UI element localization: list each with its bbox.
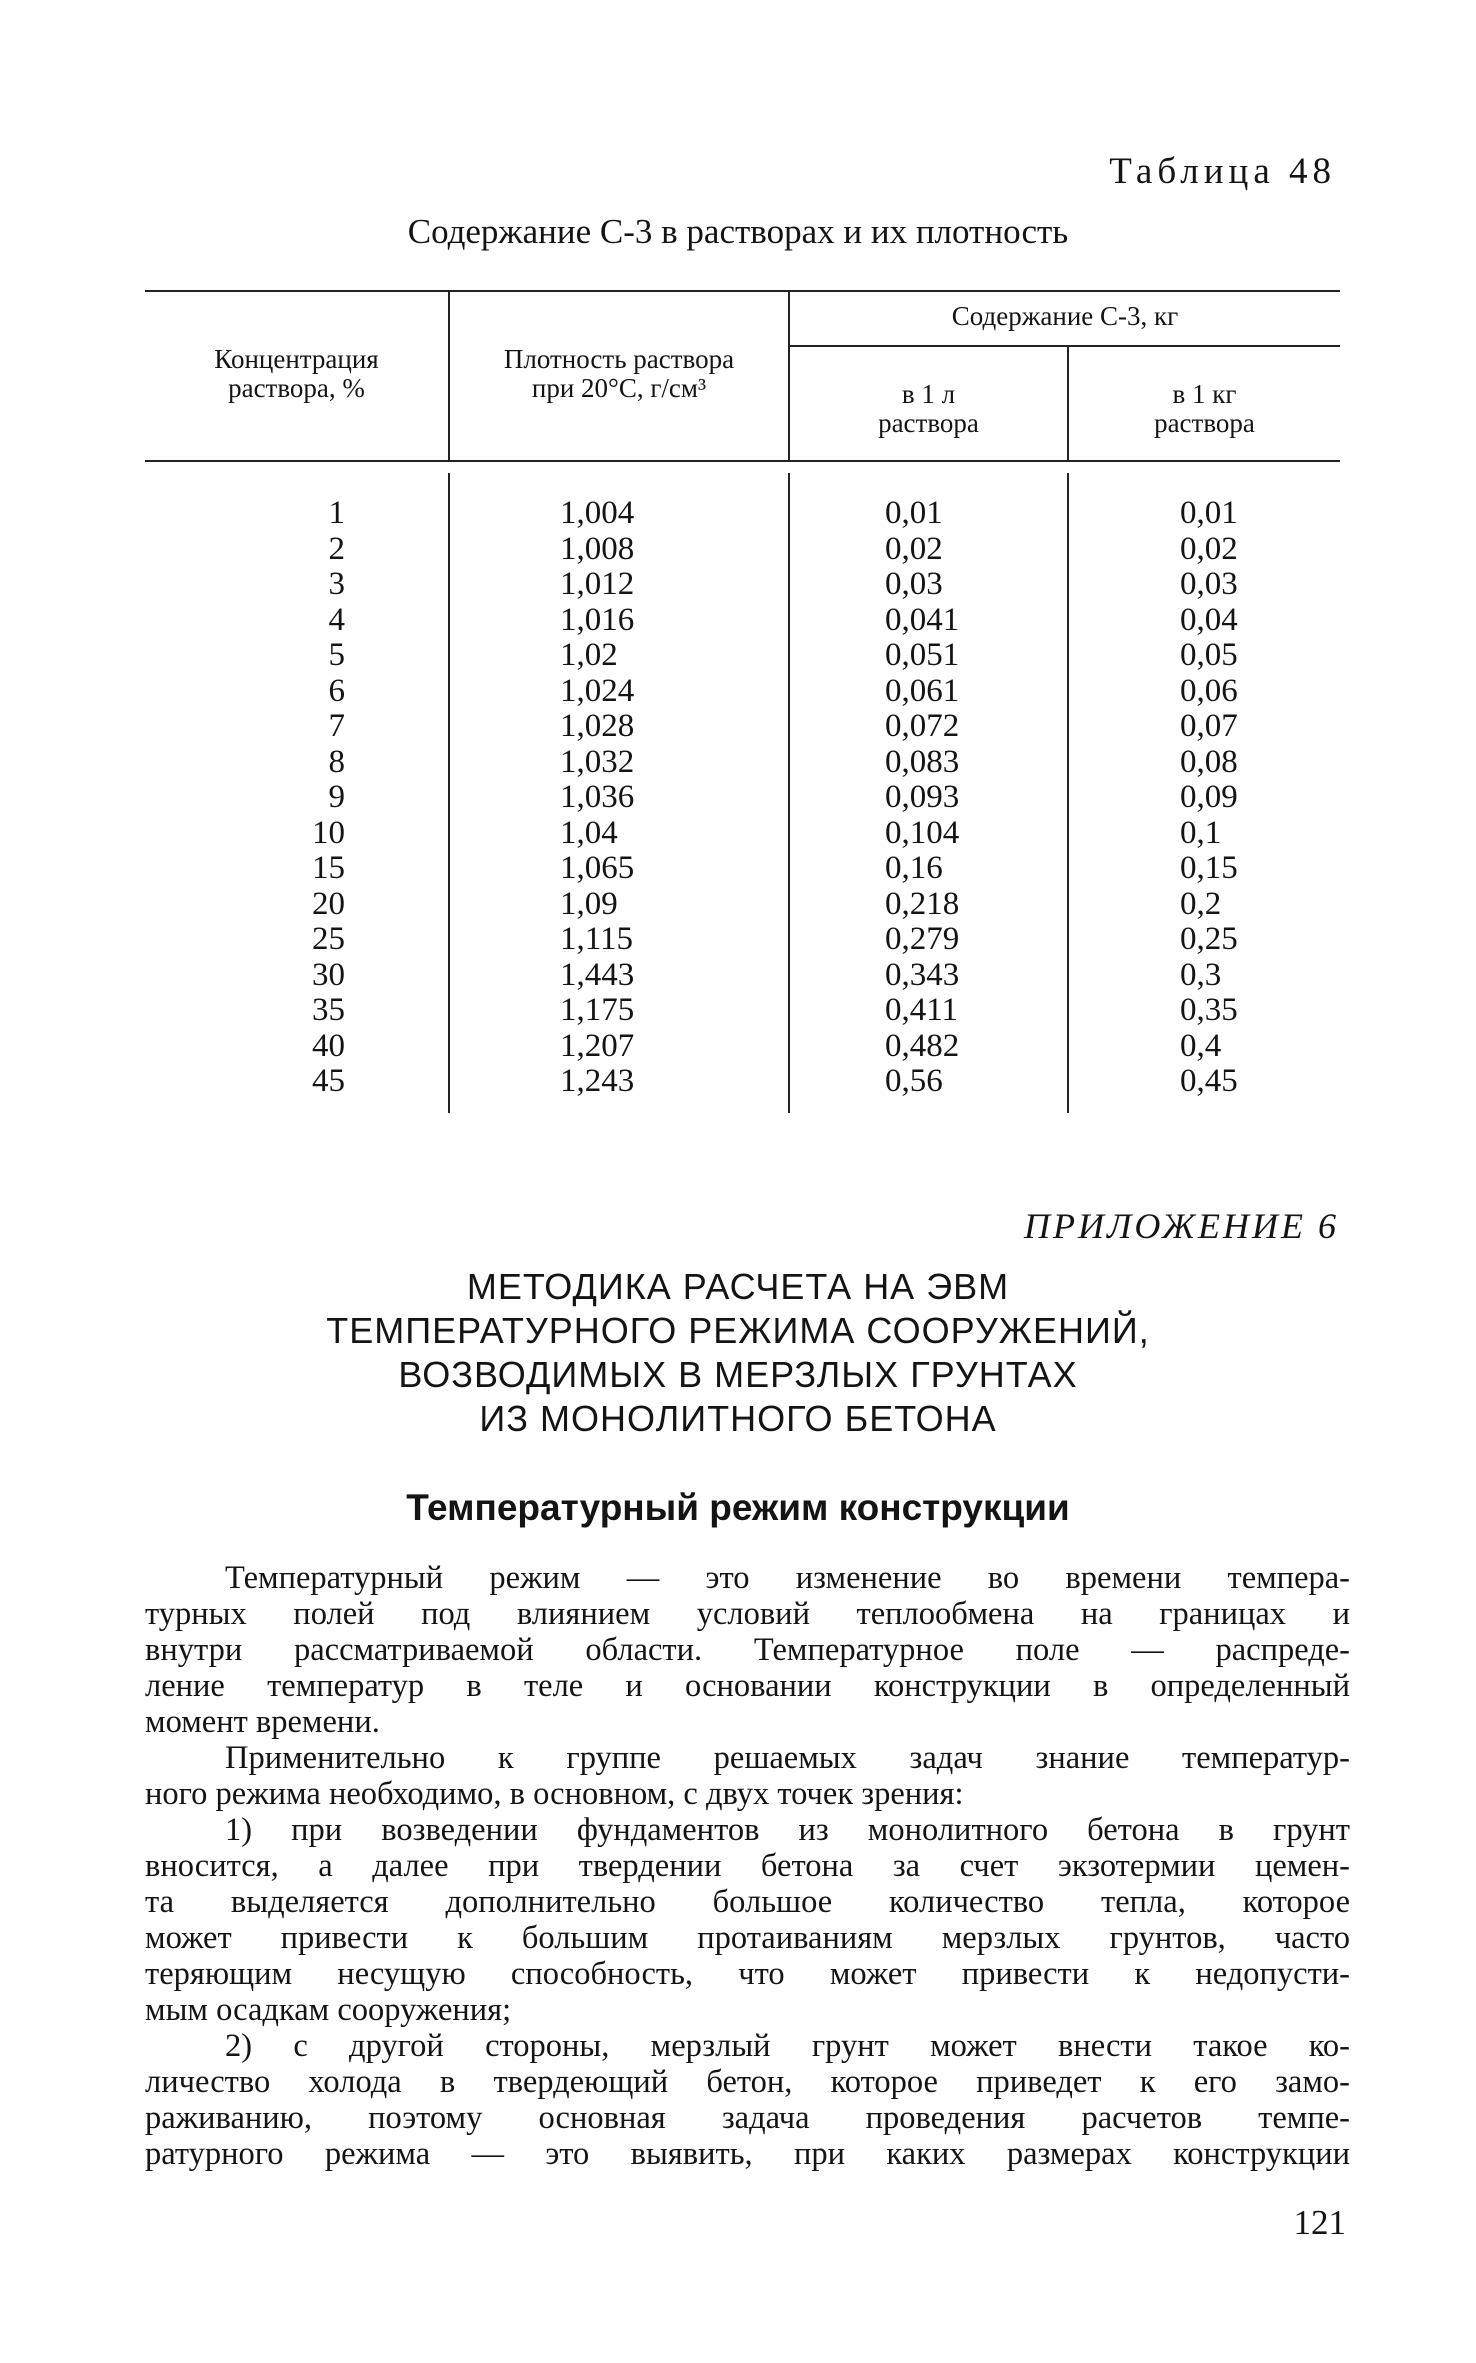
cell-concentration: 2 — [328, 530, 345, 567]
column-concentration — [275, 496, 345, 1100]
appendix-title-line: ИЗ МОНОЛИТНОГО БЕТОНА — [479, 1398, 997, 1439]
cell-concentration: 1 — [328, 495, 345, 531]
header-per-liter-line2: раствора — [878, 408, 979, 438]
cell-concentration: 25 — [312, 921, 345, 957]
cell-concentration: 6 — [328, 672, 345, 709]
cell-per-kg: 0,15 — [1180, 850, 1238, 886]
cell-density: 1,065 — [560, 850, 635, 886]
cell-per-liter: 0,343 — [885, 956, 960, 993]
body-line: раживанию, поэтому основная задача проведения расчетов темпе- — [145, 2100, 1350, 2136]
cell-concentration: 30 — [312, 956, 345, 993]
column-density — [560, 496, 760, 1100]
body-line: вносится, а далее при твердении бетона за счет экзотермии цемен- — [145, 1848, 1350, 1884]
header-density-line2: при 20°С, г/см³ — [531, 373, 707, 403]
cell-density: 1,02 — [560, 637, 618, 673]
cell-density: 1,243 — [560, 1063, 635, 1099]
cell-per-kg: 0,08 — [1180, 743, 1238, 780]
cell-per-kg: 0,04 — [1180, 601, 1238, 638]
table-caption: Содержание С-3 в растворах и их плотность — [407, 212, 1069, 251]
appendix-title-line: ТЕМПЕРАТУРНОГО РЕЖИМА СООРУЖЕНИЙ, — [326, 1310, 1150, 1351]
cell-per-kg: 0,25 — [1180, 921, 1238, 957]
cell-per-liter: 0,03 — [885, 566, 943, 602]
header-per-liter — [790, 380, 1067, 438]
cell-per-liter: 0,072 — [885, 708, 960, 744]
page-number: 121 — [1293, 2203, 1346, 2242]
cell-per-kg: 0,06 — [1180, 672, 1238, 709]
header-per-kg-line2: раствора — [1154, 408, 1255, 438]
header-per-liter-line1: в 1 л — [901, 379, 956, 409]
cell-per-liter: 0,56 — [885, 1063, 943, 1099]
body-line: 1) при возведении фундаментов из монолитного бетона в грунт — [225, 1812, 1350, 1848]
section-heading: Температурный режим конструкции — [406, 1487, 1070, 1528]
cell-per-liter: 0,218 — [885, 885, 960, 922]
cell-density: 1,012 — [560, 566, 635, 602]
cell-per-kg: 0,03 — [1180, 566, 1238, 602]
cell-per-liter: 0,01 — [885, 495, 943, 531]
body-line: момент времени. — [145, 1704, 380, 1740]
body-line: может привести к большим протаиваниям мерзлых грунтов, часто — [145, 1920, 1350, 1956]
appendix-title-line: МЕТОДИКА РАСЧЕТА НА ЭВМ — [466, 1266, 1010, 1307]
body-line: Температурный режим — это изменение во времени темпера- — [225, 1560, 1350, 1596]
cell-per-liter: 0,061 — [885, 672, 960, 709]
header-content-group: Содержание С-3, кг — [951, 301, 1179, 331]
body-line: теряющим несущую способность, что может привести к недопусти- — [145, 1956, 1350, 1992]
cell-per-liter: 0,482 — [885, 1027, 960, 1064]
header-density-line1: Плотность раствора — [503, 344, 735, 374]
cell-concentration: 8 — [328, 743, 345, 780]
table-subheader-rule — [788, 345, 1340, 347]
cell-concentration: 4 — [328, 601, 345, 638]
body-line: ление температур в теле и основании конструкции в определенный — [145, 1668, 1350, 1704]
cell-per-liter: 0,041 — [885, 601, 960, 638]
column-per-liter — [885, 496, 1085, 1100]
cell-per-kg: 0,07 — [1180, 708, 1238, 744]
cell-concentration: 35 — [312, 992, 345, 1028]
header-density — [450, 345, 788, 403]
table-body-vrule-1 — [448, 473, 450, 1113]
cell-concentration: 5 — [328, 637, 345, 673]
body-line: мым осадкам сооружения; — [145, 1992, 512, 2028]
body-line: та выделяется дополнительно большое количество тепла, которое — [145, 1884, 1350, 1920]
cell-density: 1,04 — [560, 814, 618, 851]
cell-per-liter: 0,083 — [885, 743, 960, 780]
cell-per-kg: 0,01 — [1180, 495, 1238, 531]
cell-density: 1,175 — [560, 992, 635, 1028]
cell-concentration: 40 — [312, 1027, 345, 1064]
header-per-kg-line1: в 1 кг — [1172, 379, 1237, 409]
body-line: внутри рассматриваемой области. Температурное поле — распреде- — [145, 1632, 1350, 1668]
table-top-rule — [145, 290, 1340, 292]
cell-density: 1,443 — [560, 956, 635, 993]
body-line: ного режима необходимо, в основном, с двух точек зрения: — [145, 1776, 964, 1812]
cell-per-liter: 0,02 — [885, 530, 943, 567]
header-concentration-line2: раствора, % — [228, 373, 365, 403]
cell-concentration: 3 — [328, 566, 345, 602]
cell-density: 1,207 — [560, 1027, 635, 1064]
body-line: 2) с другой стороны, мерзлый грунт может внести такое ко- — [225, 2028, 1350, 2064]
cell-per-liter: 0,279 — [885, 921, 960, 957]
cell-density: 1,008 — [560, 530, 635, 567]
cell-per-liter: 0,051 — [885, 637, 960, 673]
cell-per-kg: 0,3 — [1180, 956, 1222, 993]
body-line: турных полей под влиянием условий теплообмена на границах и — [145, 1596, 1350, 1632]
header-concentration-line1: Концентрация — [214, 344, 379, 374]
cell-concentration: 9 — [328, 779, 345, 815]
cell-concentration: 15 — [312, 850, 345, 886]
cell-per-kg: 0,45 — [1180, 1063, 1238, 1099]
table-body-vrule-2 — [788, 473, 790, 1113]
cell-per-kg: 0,4 — [1180, 1027, 1222, 1064]
cell-density: 1,016 — [560, 601, 635, 638]
cell-density: 1,028 — [560, 708, 635, 744]
cell-per-liter: 0,093 — [885, 779, 960, 815]
cell-per-liter: 0,16 — [885, 850, 943, 886]
cell-per-kg: 0,1 — [1180, 814, 1222, 851]
header-concentration — [145, 345, 448, 403]
appendix-title-line: ВОЗВОДИМЫХ В МЕРЗЛЫХ ГРУНТАХ — [398, 1354, 1078, 1395]
cell-density: 1,09 — [560, 885, 618, 922]
cell-per-liter: 0,411 — [885, 992, 959, 1028]
body-text — [145, 1560, 1350, 2172]
header-per-kg — [1069, 380, 1340, 438]
cell-per-kg: 0,09 — [1180, 779, 1238, 815]
cell-density: 1,004 — [560, 495, 635, 531]
body-line: личество холода в твердеющий бетон, которое приведет к его замо- — [145, 2064, 1350, 2100]
cell-density: 1,024 — [560, 672, 635, 709]
cell-concentration: 45 — [312, 1063, 345, 1099]
body-line: ратурного режима — это выявить, при каких размерах конструкции — [145, 2136, 1350, 2172]
cell-per-kg: 0,2 — [1180, 885, 1222, 922]
appendix-title — [0, 1265, 1476, 1441]
cell-density: 1,115 — [560, 921, 634, 957]
cell-density: 1,036 — [560, 779, 635, 815]
cell-concentration: 20 — [312, 885, 345, 922]
cell-concentration: 10 — [312, 814, 345, 851]
column-per-kg — [1180, 496, 1340, 1100]
density-table — [145, 290, 1340, 1112]
cell-per-liter: 0,104 — [885, 814, 960, 851]
table-number: Таблица 48 — [1109, 151, 1336, 192]
table-header-bottom-rule — [145, 460, 1340, 462]
cell-per-kg: 0,02 — [1180, 530, 1238, 567]
cell-per-kg: 0,05 — [1180, 637, 1238, 673]
cell-density: 1,032 — [560, 743, 635, 780]
cell-per-kg: 0,35 — [1180, 992, 1238, 1028]
appendix-label: ПРИЛОЖЕНИЕ 6 — [1024, 1206, 1339, 1246]
body-line: Применительно к группе решаемых задач знание температур- — [225, 1740, 1350, 1776]
cell-concentration: 7 — [328, 708, 345, 744]
